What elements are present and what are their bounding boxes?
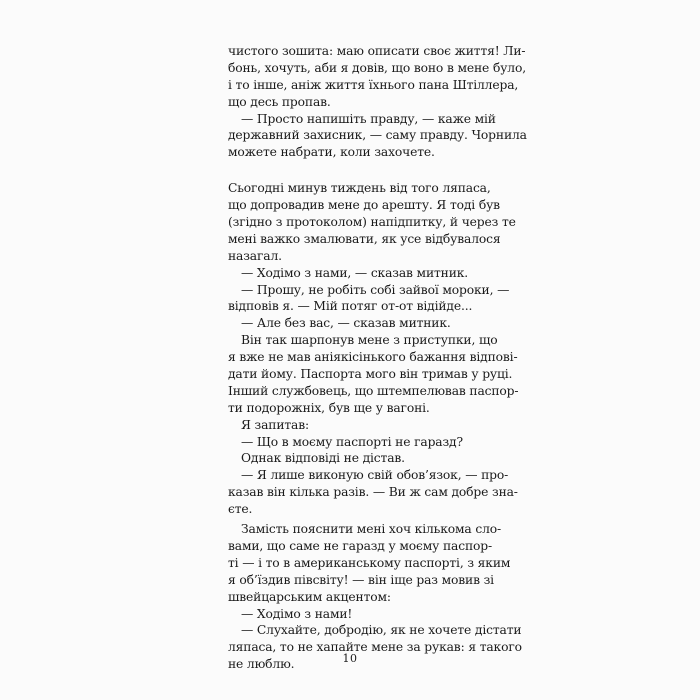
text-line: Замість пояснити мені хоч кількома сло- (241, 522, 502, 537)
text-line: ті — і то в американському паспорті, з яким (228, 555, 511, 570)
text-line: відповів я. — Мій потяг от-от відійде... (228, 299, 473, 314)
text-line: — Але без вас, — сказав митник. (241, 316, 451, 331)
text-line: — Я лише виконую свій обов’язок, — про- (241, 468, 509, 483)
text-line: що допровадив мене до арешту. Я тоді був (228, 198, 500, 213)
text-line: Він так шарпонув мене з приступки, що (241, 333, 498, 348)
text-line: — Просто напишіть правду, — каже мій (241, 111, 496, 126)
text-line: ляпаса, то не хапайте мене за рукав: я такого (228, 640, 522, 655)
text-line: Інший службовець, що штемпелював паспор- (228, 383, 519, 398)
section-break (228, 161, 480, 180)
text-line: я вже не мав аніякісінького бажання відпові- (228, 350, 518, 365)
body-text (228, 43, 527, 673)
text-line: Сьогодні минув тиждень від того ляпаса, (228, 181, 491, 196)
text-line: — Прошу, не робіть собі зайвої мороки, — (241, 282, 510, 297)
text-line: державний захисник, — саму правду. Чорнила (228, 128, 527, 143)
text-line: казав він кілька разів. — Ви ж сам добре зна- (228, 485, 518, 500)
text-line: бонь, хочуть, аби я довів, що воно в мене було, (228, 60, 526, 75)
page-number: 10 (342, 652, 358, 665)
text-line: чистого зошита: маю описати своє життя! Ли- (228, 44, 526, 58)
text-line: і то інше, аніж життя їхнього пана Штіллера, (228, 77, 519, 92)
text-line: що десь пропав. (228, 94, 331, 109)
text-line: назагал. (228, 248, 282, 263)
text-line: — Слухайте, добродію, як не хочете дістати (241, 623, 522, 638)
text-line: (згідно з протоколом) напідпитку, й через те (228, 215, 516, 230)
text-line: єте. (228, 502, 253, 517)
text-line: — Ходімо з нами, — сказав митник. (241, 265, 469, 280)
text-line: мені важко змалювати, як усе відбувалося (228, 231, 501, 246)
text-line: можете набрати, коли захочете. (228, 145, 435, 160)
text-line: я об’їздив півсвіту! — він іще раз мовив зі (228, 572, 494, 587)
text-line: — Що в моєму паспорті не гаразд? (241, 434, 463, 449)
text-line: вами, що саме не гаразд у моєму паспор- (228, 538, 492, 553)
text-line: швейцарським акцентом: (228, 589, 391, 604)
text-line: дати йому. Паспорта мого він тримав у руці. (228, 367, 513, 382)
text-line: не люблю. (228, 657, 295, 672)
text-line: ти подорожніх, був ще у вагоні. (228, 400, 430, 415)
text-line: Однак відповіді не дістав. (241, 451, 405, 466)
text-line: Я запитав: (241, 417, 309, 432)
text-line: — Ходімо з нами! (241, 606, 353, 621)
